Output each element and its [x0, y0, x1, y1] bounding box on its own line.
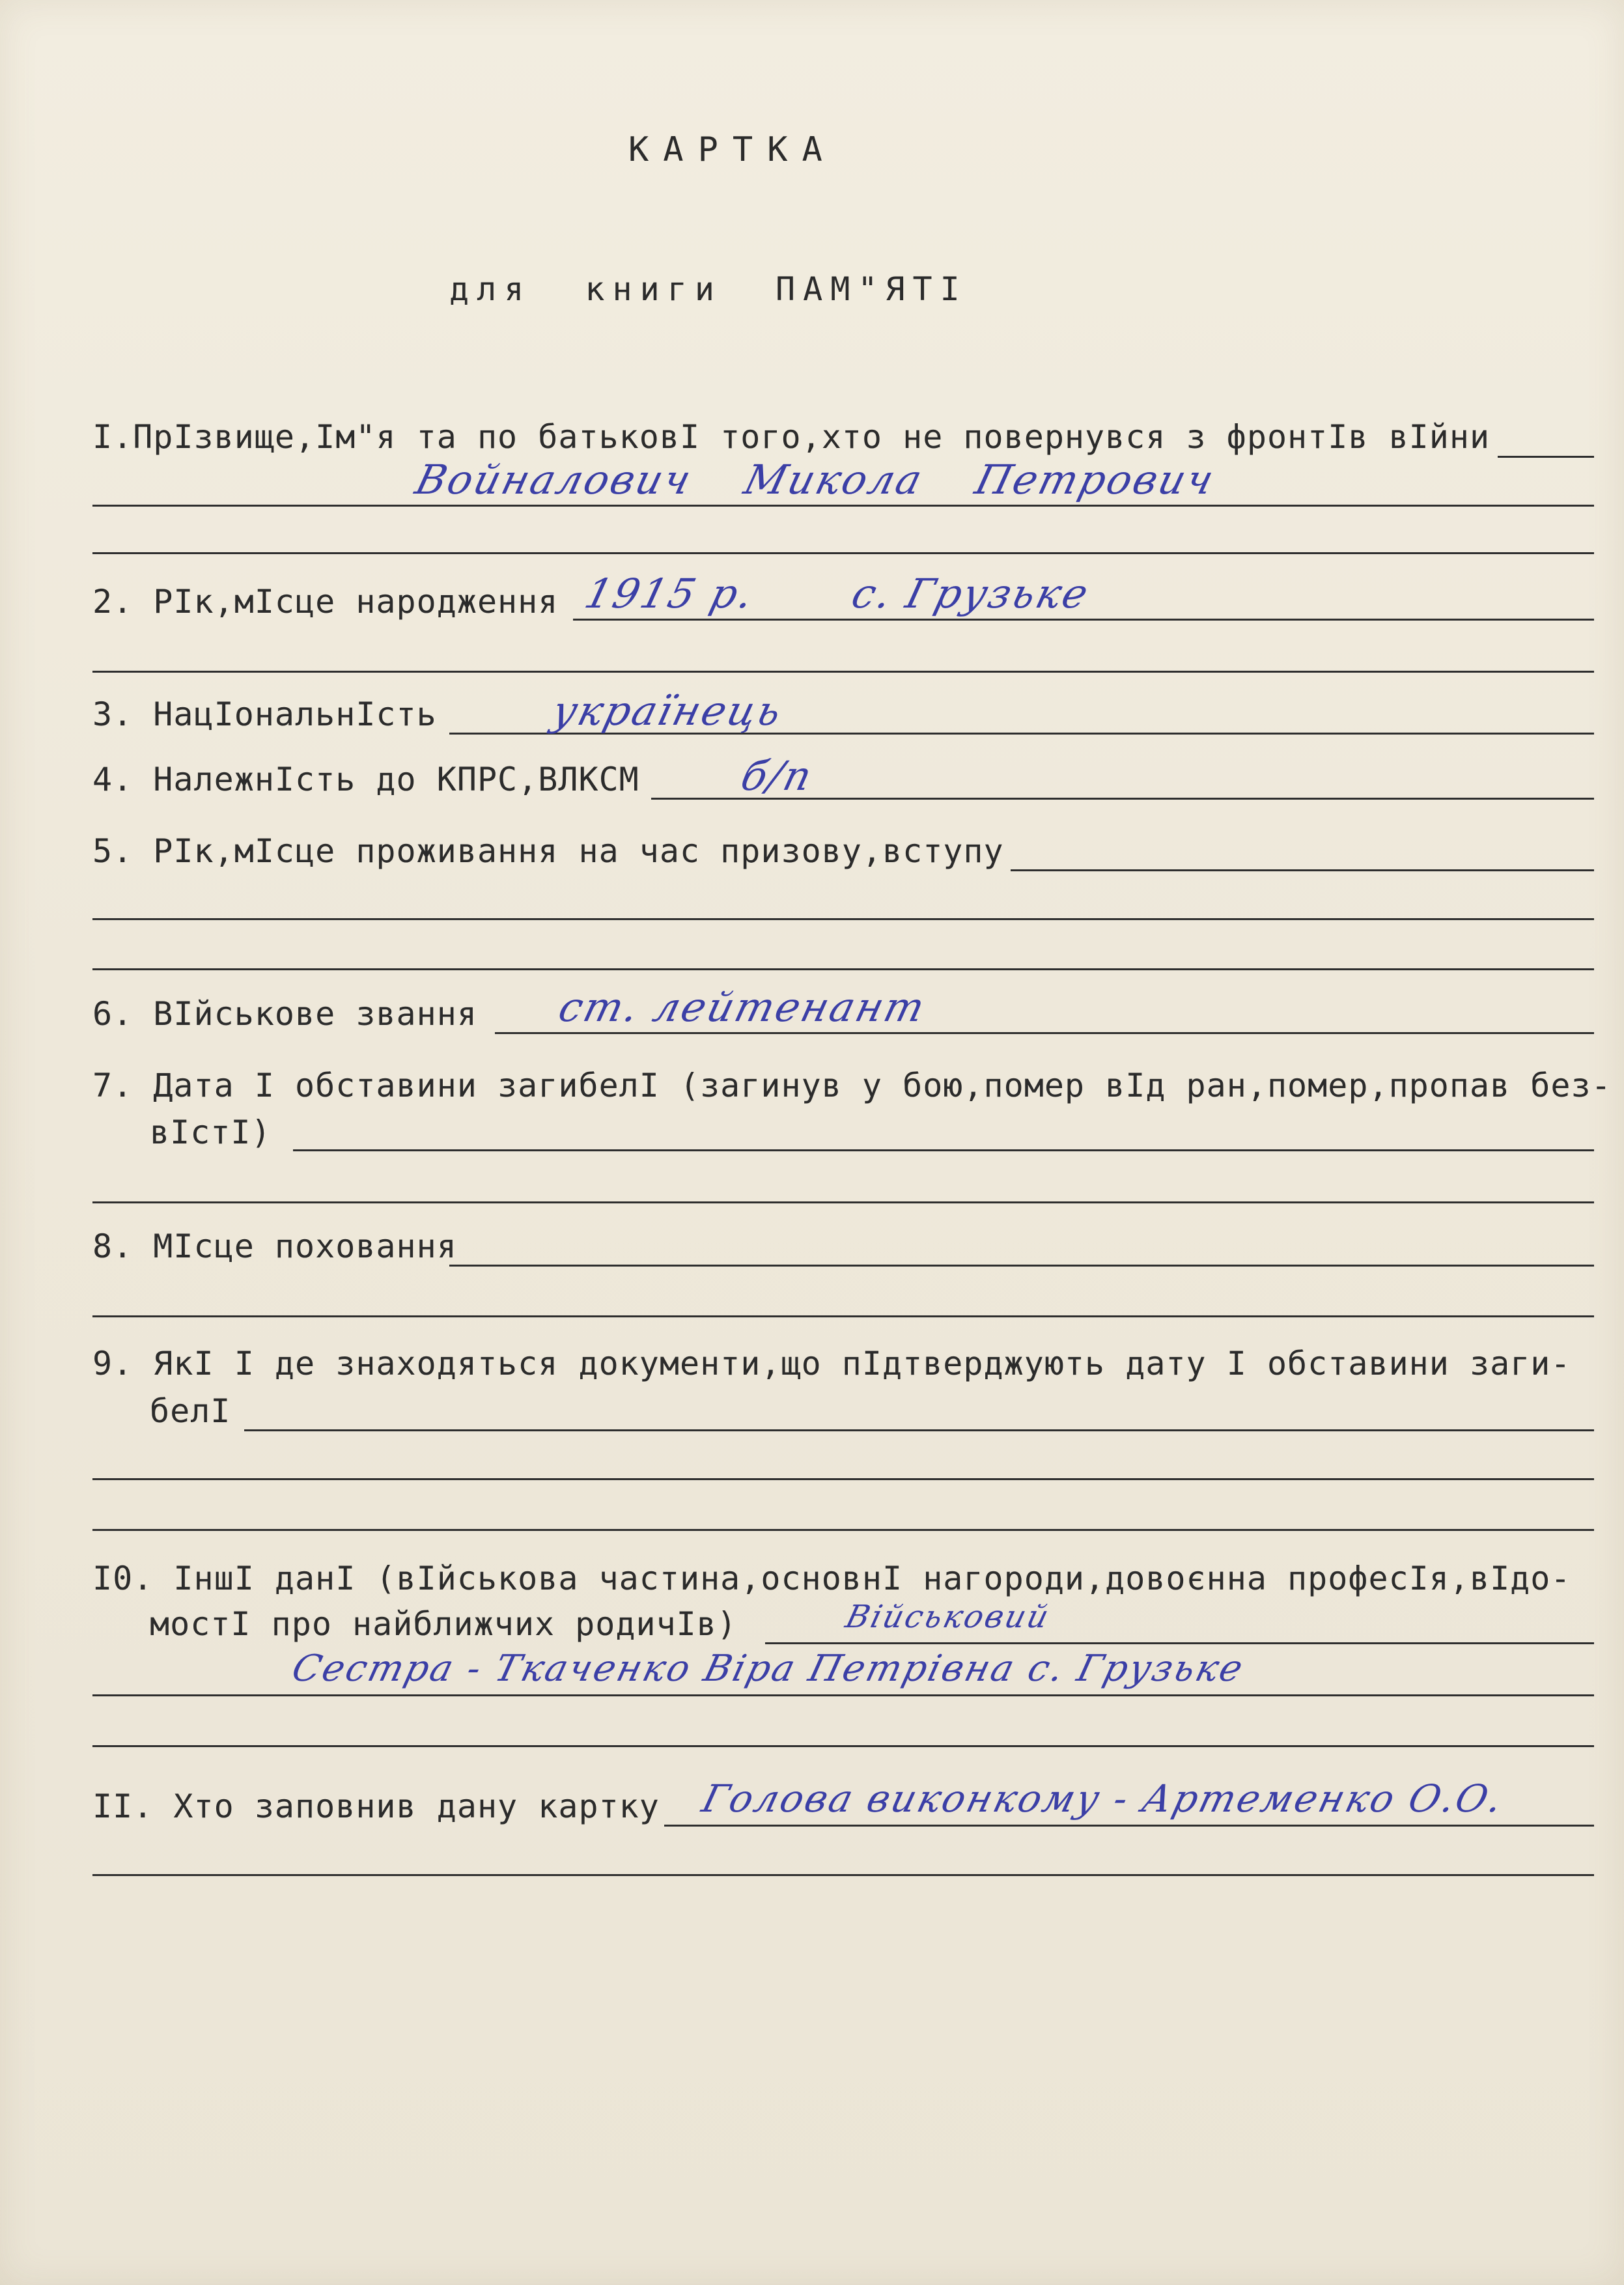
field-4-label: 4. НалежнІсть до КПРС,ВЛКСМ: [92, 761, 639, 798]
field-10-label-2: мостІ про найближчих родичІв): [150, 1605, 737, 1643]
field-1-line-3: [92, 552, 1594, 554]
field-8-line-1: [449, 1265, 1594, 1267]
field-1-line-end: [1498, 456, 1594, 458]
field-2-value-year: 1915 р.: [580, 570, 760, 617]
field-9-line-3: [92, 1529, 1594, 1531]
field-3-label: 3. НацІональнІсть: [92, 695, 437, 733]
field-10-label-1: І0. ІншІ данІ (вІйськова частина,основнІ нагороди,довоєнна професІя,вІдо-: [92, 1560, 1571, 1597]
field-7-line-1: [293, 1149, 1594, 1151]
field-2-value-place: с. Грузьке: [847, 570, 1095, 617]
card-title: КАРТКА: [628, 130, 837, 169]
field-1-line-2: [92, 505, 1594, 507]
field-10-line-3: [92, 1745, 1594, 1747]
field-9-line-1: [244, 1429, 1594, 1431]
field-7-label-1: 7. Дата І обставини загибелІ (загинув у бою,помер вІд ран,помер,пропав без-: [92, 1067, 1612, 1104]
field-2-label: 2. РІк,мІсце народження: [92, 583, 559, 621]
field-3-value: українець: [547, 687, 789, 735]
field-8-line-2: [92, 1315, 1594, 1317]
field-10-value-unit: Військовий: [842, 1599, 1054, 1635]
field-11-line-1: [664, 1825, 1594, 1827]
field-4-value: б/п: [736, 752, 819, 800]
field-11-label: ІІ. Хто заповнив дану картку: [92, 1787, 660, 1825]
field-6-value: ст. лейтенант: [553, 983, 932, 1031]
field-11-line-2: [92, 1874, 1594, 1876]
field-9-label-1: 9. ЯкІ І де знаходяться документи,що пІдтверджують дату І обставини заги-: [92, 1345, 1571, 1382]
field-8-label: 8. МІсце поховання: [92, 1227, 457, 1265]
field-9-line-2: [92, 1478, 1594, 1480]
field-5-line-3: [92, 968, 1594, 970]
field-5-line-2: [92, 918, 1594, 920]
field-1-value: Войналович Микола Петрович: [410, 456, 1220, 503]
field-2-line-1: [573, 619, 1594, 621]
field-10-line-2: [92, 1694, 1594, 1696]
field-7-line-2: [92, 1201, 1594, 1203]
field-2-line-2: [92, 671, 1594, 673]
field-10-line-1: [765, 1642, 1594, 1644]
field-5-label: 5. РІк,мІсце проживання на час призову,вступу: [92, 832, 1004, 870]
field-7-label-2: вІстІ): [150, 1114, 272, 1151]
card-subtitle: для книги ПАМ"ЯТІ: [449, 270, 968, 308]
field-1-label: І.ПрІзвище,Ім"я та по батьковІ того,хто не повернувся з фронтІв вІйни: [92, 418, 1491, 456]
field-10-value-relatives: Сестра - Ткаченко Віра Петрівна с. Грузьке: [287, 1647, 1249, 1690]
field-5-line-1: [1011, 869, 1594, 871]
field-6-line: [495, 1032, 1594, 1034]
field-11-value: Голова виконкому - Артеменко О.О.: [697, 1776, 1509, 1821]
field-9-label-2: белІ: [150, 1392, 231, 1430]
field-6-label: 6. ВІйськове звання: [92, 995, 477, 1033]
